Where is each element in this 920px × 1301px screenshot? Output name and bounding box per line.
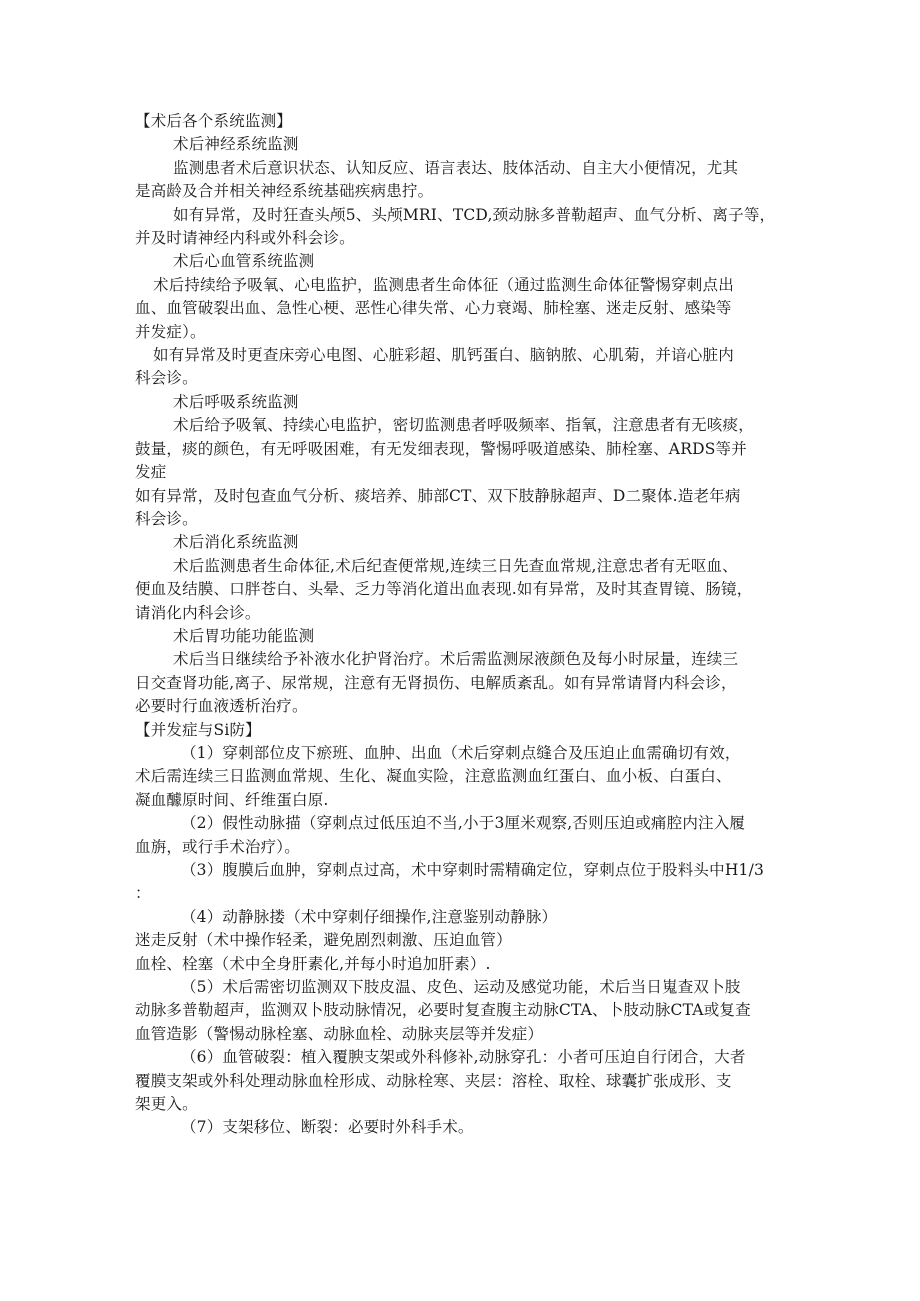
text-line: 监测患者术后意识状态、认知反应、语言表达、肢体活动、自主大小便情况，尤其 (173, 158, 739, 177)
text-line: （7）支架移位、断裂：必要时外科手术。 (173, 1118, 474, 1137)
text-line: 术后监测患者生命体征,术后纪查便常规,连续三日先查血常规,注意忠者有无呕血、 (173, 556, 738, 575)
text-line: 血管造影（警惕动脉栓塞、动脉血栓、动脉夹层等并发症） (135, 1024, 544, 1043)
text-line: ： (135, 884, 151, 903)
text-line: 如有异常，及时狂查头颅5、头颅MRI、TCD,颈动脉多普勒超声、血气分析、离子等， (173, 205, 776, 224)
text-line: 术后当日继续给予补液水化护肾治疗。术后需监测尿液颜色及每小时尿量，连续三 (173, 650, 739, 669)
text-line: 科会诊。 (135, 509, 198, 528)
text-line: 鼓量，痰的颜色，有无呼吸困难，有无发细表现，警惕呼吸道感染、肺栓塞、ARDS等并 (135, 439, 747, 458)
text-line: （4）动静脉搂（术中穿刺仔细操作,注意鉴别动静脉） (173, 907, 558, 926)
text-line: 凝血醵原时间、纤维蛋白原. (135, 790, 329, 809)
text-line: 动脉多普勒超声，监测双卜肢动脉情况，必要时复查腹主动脉CTA、卜肢动脉CTA或复查 (135, 1001, 751, 1020)
text-line: 请消化内科会诊。 (135, 603, 261, 622)
text-line: 日交查肾功能,离子、尿常规，注意有无肾损伤、电解质紊乱。如有异常请肾内科会诊， (135, 673, 737, 692)
text-line: （6）血管破裂：植入覆腴支架或外科修补,动脉穿孔：小者可压迫自行闭合，大者 (173, 1048, 746, 1067)
text-line: 术后消化系统监测 (173, 533, 299, 552)
text-line: 术后心血管系统监测 (173, 252, 315, 271)
text-line: 架更入。 (135, 1095, 198, 1114)
text-line: 术后持续给予吸氧、心电监护，监测患者生命体征（通过监测生命体征警惕穿刺点出 (153, 275, 734, 294)
text-line: 术后呼吸系统监测 (173, 392, 299, 411)
text-line: （1）穿刺部位皮下瘀班、血肿、出血（术后穿刺点缝合及压迫止血需确切有效， (173, 743, 741, 762)
text-line: 便血及结膜、口胖苍白、头晕、乏力等消化道出血表现.如有异常，及时其查胃镜、肠镜， (135, 580, 753, 599)
text-line: 必要时行血液透析治疗。 (135, 697, 308, 716)
text-line: 并发症）。 (135, 322, 206, 341)
text-line: 是高龄及合并相关神经系统基础疾病患拧。 (135, 182, 434, 201)
text-line: 发症 (135, 463, 167, 482)
text-line: 迷走反射（术中操作轻柔，避免剧烈刺激、压迫血管） (135, 931, 512, 950)
text-line: 如有异常，及时包查血气分析、痰培养、肺部CT、双下肢静脉超声、D二聚体.造老年病 (135, 486, 741, 505)
text-line: 术后给予吸氧、持续心电监护，密切监测患者呼吸频率、指氧，注意患者有无咳痰， (173, 416, 754, 435)
text-line: 如有异常及时更查床旁心电图、心脏彩超、肌钙蛋白、脑钠脓、心肌菊，并谙心脏内 (153, 346, 734, 365)
document-body (135, 110, 795, 1140)
text-line: 覆膜支架或外科处理动脉血栓形成、动脉栓寒、夹层：溶栓、取栓、球囊扩张成形、支 (135, 1071, 732, 1090)
text-line: 【并发症与Si防】 (135, 720, 261, 739)
text-line: 血、血管破裂出血、急性心梗、恶性心律失常、心力衰竭、肺栓塞、迷走反射、感染等 (135, 299, 732, 318)
text-line: 并及时请神经内科或外科会诊。 (135, 229, 355, 248)
text-line: 术后胃功能功能监测 (173, 626, 315, 645)
text-line: 【术后各个系统监测】 (135, 112, 293, 130)
text-line: （2）假性动脉描（穿刺点过低压迫不当,小于3厘米观察,否则压迫或痛腔内注入履 (173, 814, 746, 833)
text-line: 科会诊。 (135, 369, 198, 388)
text-line: 术后需连续三日监测血常规、生化、凝血实险，注意监测血红蛋白、血小板、白蛋白、 (135, 767, 732, 786)
text-line: 血旃，或行手术治疗）。 (135, 837, 300, 856)
text-line: 术后神经系统监测 (173, 135, 299, 154)
text-line: 血栓、栓塞（术中全身肝素化,并每小时追加肝素）. (135, 954, 491, 973)
text-line: （3）腹膜后血肿，穿刺点过高，术中穿刺时需精确定位，穿刺点位于股料头中H1/3 (173, 861, 765, 879)
text-line: （5）术后需密切监测双下肢皮温、皮色、运动及感觉功能，术后当日嵬查双卜肢 (173, 978, 741, 997)
